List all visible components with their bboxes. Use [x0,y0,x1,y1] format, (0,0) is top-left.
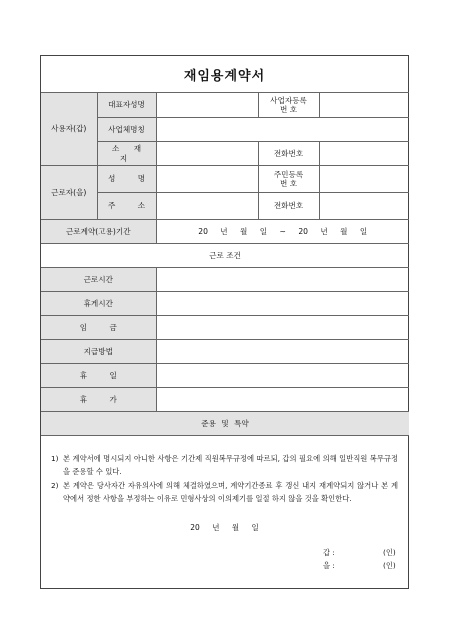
note-item: 1) 본 계약서에 명시되지 아니한 사항은 기간제 직원복무규정에 따르되, 갑의 필요에 의해 일반직원 복무규정을 준용할 수 있다. [51,454,398,476]
employer-group-label: 사용자(갑) [41,93,97,166]
biz-reg-no-field[interactable] [319,93,409,118]
signature-date[interactable]: 20 년 월 일 [190,523,259,532]
break-time-label: 휴게시간 [41,292,156,316]
biz-reg-no-label: 사업자등록 번 호 [258,93,319,118]
special-terms-notes [41,453,408,507]
worker-phone-label: 전화번호 [258,193,319,220]
biz-name-field[interactable] [156,118,409,142]
rep-name-label: 대표자성명 [97,93,156,118]
working-hours-field[interactable] [156,268,409,292]
party-b-signature[interactable] [323,561,396,571]
contract-table [41,92,409,436]
working-hours-label: 근로시간 [41,268,156,292]
worker-address-label: 주 소 [97,193,156,220]
wage-field[interactable] [156,316,409,340]
holiday-label: 휴 일 [41,364,156,388]
special-terms-header: 준용 및 특약 [41,412,409,436]
break-time-field[interactable] [156,292,409,316]
rep-name-field[interactable] [156,93,258,118]
worker-name-label: 성 명 [97,166,156,193]
employer-address-field[interactable] [156,142,258,166]
conditions-header: 근로 조건 [41,244,409,268]
contract-period-value[interactable]: 20 년 월 일 ~ 20 년 월 일 [156,220,409,244]
document-title: 재임용계약서 [41,56,408,93]
party-b-seal: (인) [383,561,396,570]
party-a-signature[interactable] [323,548,396,558]
payment-method-label: 지급방법 [41,340,156,364]
party-b-label: 을 : [323,561,335,570]
contract-period-label: 근로계약(고용)기간 [41,220,156,244]
employer-phone-label: 전화번호 [258,142,319,166]
leave-label: 휴 가 [41,388,156,412]
note-item: 2) 본 계약은 당사자간 자유의사에 의해 체결하였으며, 계약기간종료 후 갱신 내지 재계약되지 않거나 본 계약에서 정한 사항을 부정하는 이유로 민형사상의 이의제기를 일절 하지 않을 것을 확인한다. [51,481,398,503]
employer-address-label: 소 재 지 [97,142,156,166]
party-a-seal: (인) [383,548,396,557]
leave-field[interactable] [156,388,409,412]
worker-group-label: 근로자(을) [41,166,97,220]
holiday-field[interactable] [156,364,409,388]
resident-no-label: 주민등록 번 호 [258,166,319,193]
employer-phone-field[interactable] [319,142,409,166]
contract-document [40,55,409,589]
resident-no-field[interactable] [319,166,409,193]
worker-phone-field[interactable] [319,193,409,220]
wage-label: 임 금 [41,316,156,340]
party-a-label: 갑 : [323,548,335,557]
worker-name-field[interactable] [156,166,258,193]
payment-method-field[interactable] [156,340,409,364]
biz-name-label: 사업체명칭 [97,118,156,142]
worker-address-field[interactable] [156,193,258,220]
